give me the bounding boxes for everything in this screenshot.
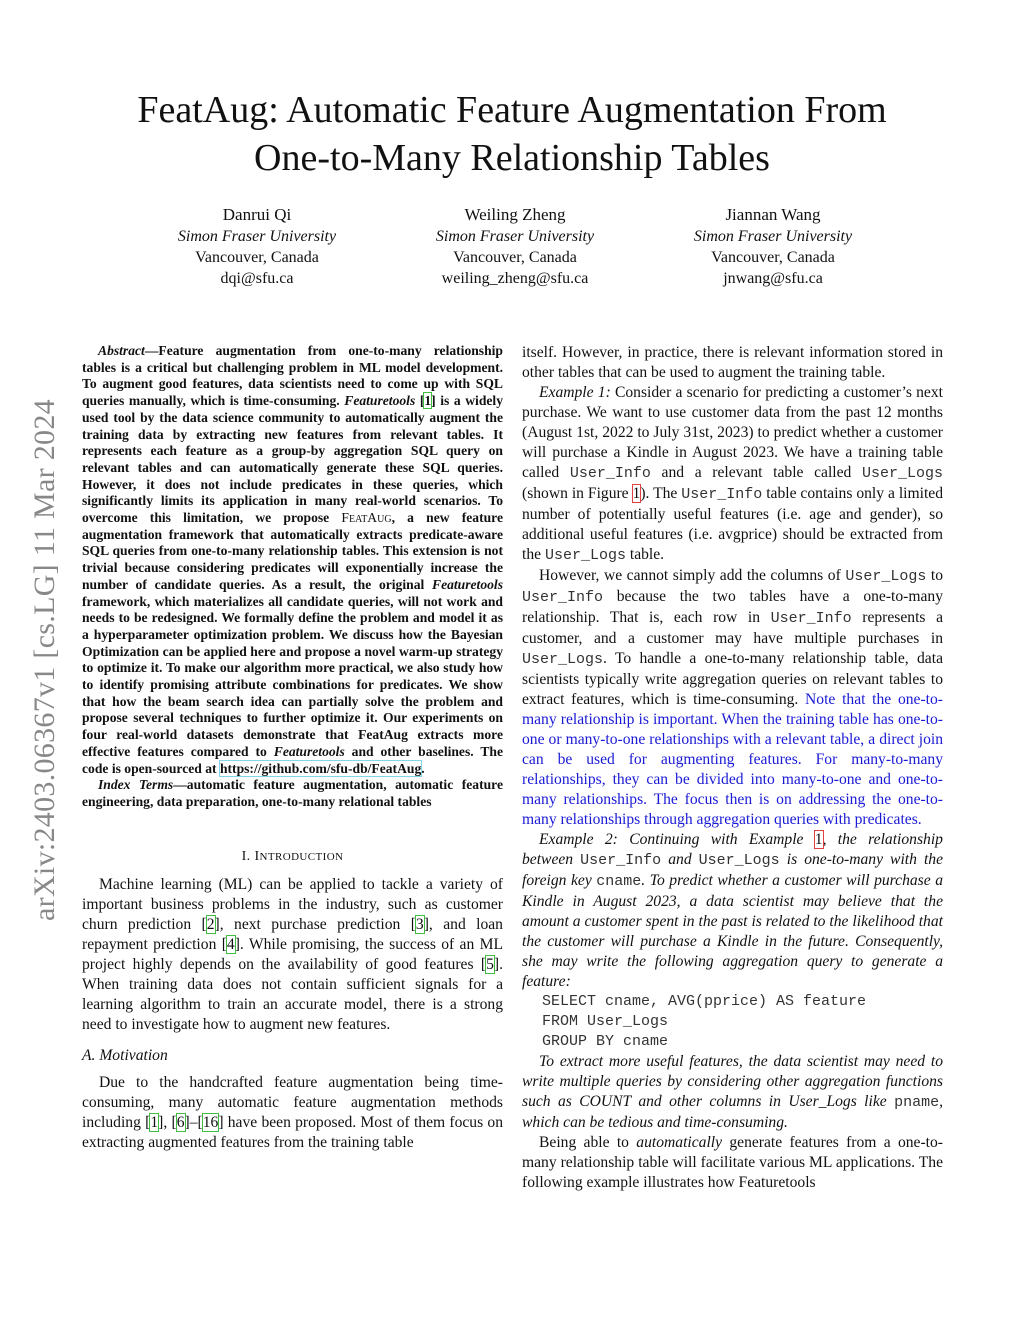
arxiv-stamp: arXiv:2403.06367v1 [cs.LG] 11 Mar 2024 [28,399,61,921]
citation-link[interactable]: 5 [486,955,494,973]
intro-paragraph-2: Due to the handcrafted feature augmentation being time-consuming, many automatic feature augmentation methods including [1], [6]–[16] have been proposed. Most of them focus on extracting augmented features from the training table [82,1073,504,1151]
author-name: Weiling Zheng [464,205,566,224]
author-affiliation: Simon Fraser University [177,228,337,245]
right-paragraph-0: itself. However, in practice, there is relevant information stored in other tables that can be used to augment the training table. [522,344,943,381]
code-line: FROM User_Logs [542,1013,669,1030]
author-block-3 [648,204,898,289]
right-paragraph-3: To extract more useful features, the data scientist may need to write multiple queries by considering other aggregation functions such as COUNT and other columns in User_Logs like pname, which can be tedious and time-consuming. [522,1053,943,1131]
citation-link[interactable]: 6 [176,1113,185,1131]
index-terms-label: Index Terms [98,777,174,793]
citation-link[interactable]: 3 [415,915,424,933]
subsection-heading-motivation: A. Motivation [82,1046,168,1064]
author-location: Vancouver, Canada [711,249,835,266]
author-block-2 [390,204,640,289]
right-paragraph-2: However, we cannot simply add the columns of User_Logs to User_Info because the two tables have a one-to-many relationship. That is, each row in User_Info represents a customer, and a customer may have multiple purchases in User_Logs. To handle a one-to-many relationship table, data scientists typically write aggregation queries on relevant tables to extract features, which is time-consuming. Note that the one-to-many relationship is important. When the training table has one-to-one or many-to-one relationships with a relevant table, a direct join can be used for augmenting features. For many-to-many relationships, they can be divided into many-to-one and one-to-many relationships. The focus then is on addressing the one-to-many relationships through aggregation queries with predicates. [522,567,943,828]
author-affiliation: Simon Fraser University [693,228,853,245]
author-email: dqi@sfu.ca [220,270,294,287]
figure-link[interactable]: 1 [632,485,641,502]
citation-link[interactable]: 1 [150,1113,159,1131]
intro-paragraph-1: Machine learning (ML) can be applied to tackle a variety of important business problems in the industry, such as customer churn prediction [2], next purchase prediction [3], and loan repayment prediction [4]. While promising, the success of an ML project highly depends on the availability of good features [5]. When training data does not contain sufficient signals for a learning algorithm to train an accurate model, there is a strong need to investigate how to augment new features. [82,875,503,1033]
index-terms: Index Terms—automatic feature augmentation, automatic feature engineering, data preparation, one-to-many relational tables [82,777,503,809]
example-1: Example 1: Consider a scenario for predicting a customer’s next purchase. We want to use customer data from the past 12 months (August 1st, 2022 to July 31st, 2023) to predict whether a customer will purchase a Kindle in August 2023. We have a training table called User_Info and a relevant table called User_Logs (shown in Figure 1). The User_Info table contains only a limited number of potentially useful features (i.e. age and gender), so additional useful features (i.e. avgprice) should be extracted from the User_Logs table. [522,384,944,564]
code-url-link[interactable]: https://github.com/sfu-db/FeatAug [219,760,422,776]
right-paragraph-4: Being able to automatically generate features from a one-to-many relationship table will facilitate various ML applications. The following example illustrates how Featuretools [522,1134,943,1191]
example-link[interactable]: 1 [814,831,823,848]
author-email: jnwang@sfu.ca [723,270,823,287]
citation-link[interactable]: 2 [206,915,215,933]
right-column [522,343,943,1193]
code-line: GROUP BY cname [542,1033,669,1050]
citation-link[interactable]: 4 [226,935,235,953]
left-column [82,343,503,1153]
author-name: Danrui Qi [222,205,292,224]
paper-title [0,86,1024,182]
example-2: Example 2: Continuing with Example 1, the relationship between User_Info and User_Logs is one-to-many with the foreign key cname. To predict whether a customer will purchase a Kindle in August 2023, a data scientist may believe that the amount a customer spent in the past is related to the likelihood that the customer will purchase a Kindle in the future. Consequently, she may write the following aggregation query to generate a feature: [522,831,944,990]
revision-highlight: Note that the one-to-many relationship is important. When the training table has one-to-one or many-to-one relationships with a relevant table, a direct join can be used for augmenting features. For many-to-many relationships, they can be divided into many-to-one and one-to-many relationships. The focus then is on addressing the one-to-many relationships through aggregation queries with predicates. [522,691,943,828]
feataug-name: FeatAug [341,510,392,526]
author-email: weiling_zheng@sfu.ca [441,270,589,287]
author-name: Jiannan Wang [725,205,821,224]
abstract-label: Abstract [98,343,145,358]
code-line: SELECT cname, AVG(pprice) AS feature [542,993,867,1010]
abstract: Abstract—Feature augmentation from one-to-many relationship tables is a critical but challenging problem in ML model development. To augment good features, data scientists need to come up with SQL queries manually, which is time-consuming. Featuretools [1] is a widely used tool by the data science community to automatically augment the training data by extracting new features from relevant tables. It represents each feature as a group-by aggregation SQL query on relevant tables and can automatically generate these SQL queries. However, it does not include predicates in these queries, which significantly limits its application in many real-world scenarios. To overcome this limitation, we propose FeatAug, a new feature augmentation framework that automatically extracts predicate-aware SQL queries from one-to-many relationship tables. This extension is not trivial because considering predicates will exponentially increase the number of candidate queries. As a result, the original Featuretools framework, which materializes all candidate queries, will not work and needs to be redesigned. We formally define the problem and model it as a hyperparameter optimization problem. We discuss how the Bayesian Optimization can be applied here and propose a novel warm-up strategy to optimize it. To make our algorithm more practical, we also study how to identify promising attribute combinations for predicates. We show that how the beam search idea can partially solve the problem and propose several techniques to further optimize it. Our experiments on four real-world datasets demonstrate that FeatAug extracts more effective features compared to Featuretools and other baselines. The code is open-sourced at https://github.com/sfu-db/FeatAug. [82,343,503,776]
citation-link[interactable]: 16 [202,1113,219,1131]
sql-code-block [542,992,943,1052]
citation-link[interactable]: 1 [424,393,432,409]
title-line-2: One-to-Many Relationship Tables [254,137,770,179]
author-affiliation: Simon Fraser University [435,228,595,245]
section-heading-introduction: I. INTRODUCTION [241,848,344,864]
author-location: Vancouver, Canada [195,249,319,266]
author-block-1 [132,204,382,289]
title-line-1: FeatAug: Automatic Feature Augmentation From [137,89,887,131]
author-location: Vancouver, Canada [453,249,577,266]
